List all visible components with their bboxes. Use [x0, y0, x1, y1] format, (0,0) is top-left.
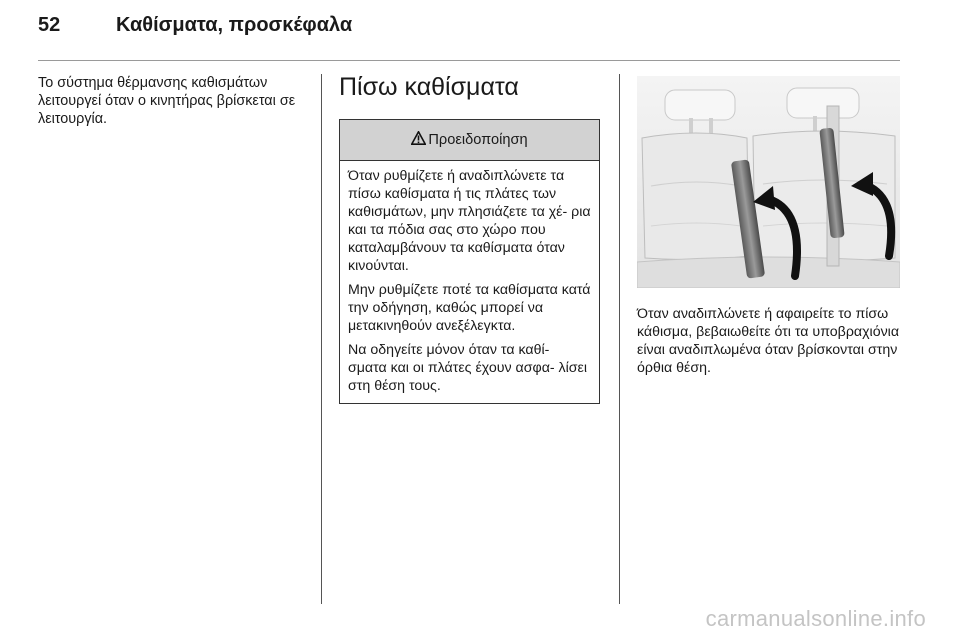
- page-header: [38, 14, 352, 44]
- warning-header: [340, 120, 599, 161]
- page-number: 52: [38, 14, 61, 36]
- column-divider-1: [321, 74, 322, 604]
- page-title: Καθίσματα, προσκέφαλα: [116, 14, 353, 36]
- watermark: carmanualsonline.info: [705, 606, 926, 631]
- middle-column: [339, 72, 601, 404]
- heating-paragraph: Το σύστημα θέρμανσης καθισμάτων λειτουργεί όταν ο κινητήρας βρίσκεται σε λειτουργία.: [38, 75, 296, 127]
- warning-paragraph: Μην ρυθμίζετε ποτέ τα καθίσματα κατά την οδήγηση, καθώς μπορεί να μετακινηθούν ανεξέλεγκτα.: [348, 282, 591, 334]
- right-column: [637, 76, 900, 377]
- warning-box: [339, 119, 600, 404]
- section-title: Πίσω καθίσματα: [339, 73, 519, 101]
- warning-triangle-icon: [411, 131, 426, 149]
- warning-body: [340, 161, 599, 403]
- fold-seat-paragraph: Όταν αναδιπλώνετε ή αφαιρείτε το πίσω κάθισμα, βεβαιωθείτε ότι τα υποβραχιόνια είναι αναδιπλωμένα όταν βρίσκονται στην όρθια θέση.: [637, 306, 900, 376]
- column-divider-2: [619, 74, 620, 604]
- header-divider: [38, 60, 900, 61]
- rear-seats-illustration: [637, 76, 900, 288]
- warning-paragraph: Όταν ρυθμίζετε ή αναδιπλώνετε τα πίσω καθίσματα ή τις πλάτες των καθισμάτων, μην πλησιάζετε τα χέ- ρια και τα πόδια σας στο χώρο που καταλαμβάνουν τα καθίσματα όταν κινούνται.: [348, 168, 591, 274]
- left-column: [38, 74, 310, 128]
- warning-paragraph: Να οδηγείτε μόνον όταν τα καθί- σματα και οι πλάτες έχουν ασφα- λίσει στη θέση τους.: [348, 342, 588, 394]
- warning-heading: Προειδοποίηση: [428, 132, 528, 148]
